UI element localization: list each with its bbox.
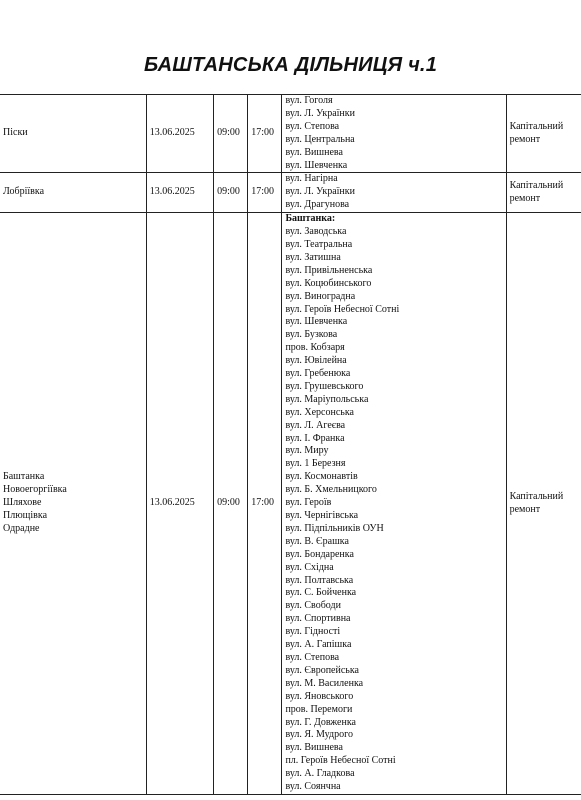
end-time-cell: 17:00	[248, 173, 282, 213]
street-name: вул. Маріупольська	[285, 393, 369, 405]
date-cell: 13.06.2025	[146, 213, 213, 795]
end-time-cell: 17:00	[248, 95, 282, 173]
street-name: вул. А. Гапішка	[285, 639, 352, 651]
street-name: пл. Героїв Небесної Сотні	[285, 755, 396, 767]
page-title: БАШТАНСЬКА ДІЛЬНИЦЯ ч.1	[143, 54, 438, 76]
location-cell	[0, 173, 146, 213]
location-cell	[0, 95, 146, 173]
street-name: вул. Чернігівська	[285, 510, 359, 521]
streets-cell	[282, 95, 506, 173]
street-name: вул. 1 Березня	[285, 458, 346, 470]
end-time-cell: 17:00	[248, 213, 282, 795]
table-row	[0, 173, 581, 213]
street-name: вул. Свободи	[285, 600, 341, 612]
location-name: Новоегоргіївка	[3, 484, 67, 496]
streets-cell	[282, 173, 506, 213]
location-name: Шляхове	[3, 497, 42, 509]
street-name: вул. Європейська	[285, 664, 359, 676]
street-name: вул. Нагірна	[285, 173, 338, 185]
date-cell: 13.06.2025	[146, 95, 213, 173]
work-type-cell: Капітальний ремонт	[506, 173, 581, 213]
street-name: вул. Л. Українки	[285, 107, 355, 119]
location-name: Одрадне	[3, 522, 40, 534]
street-name: вул. Привільненська	[285, 264, 373, 276]
street-name: вул. Героїв Небесної Сотні	[285, 303, 400, 315]
street-name: вул. Шевченка	[285, 159, 348, 171]
street-name: пров. Перемоги	[285, 703, 353, 715]
street-name: вул. Спортивна	[285, 613, 351, 625]
street-name: вул. Виноградна	[285, 290, 356, 302]
location-name: Лобріївка	[3, 186, 45, 198]
street-name: вул. Б. Хмельницкого	[285, 484, 377, 496]
street-name: вул. Героїв	[285, 497, 332, 509]
street-name: вул. Драгунова	[285, 199, 350, 211]
street-name: вул. Бузкова	[285, 329, 338, 341]
location-cell	[0, 213, 146, 795]
street-name: вул. Гідності	[285, 626, 341, 638]
street-name: вул. Соянчна	[285, 781, 341, 793]
street-name: вул. Яновського	[285, 690, 354, 702]
street-name: вул. А. Гладкова	[285, 768, 355, 780]
street-name: вул. М. Василенка	[285, 677, 364, 689]
table-row	[0, 213, 581, 795]
street-name: вул. Космонавтів	[285, 471, 358, 483]
street-name: вул. Вишнева	[285, 742, 343, 754]
street-name: вул. Грушевського	[285, 380, 364, 392]
street-name: вул. Гребенюка	[285, 368, 351, 380]
street-name: вул. Л. Агеєва	[285, 419, 346, 431]
street-name: вул. Гоголя	[285, 95, 333, 106]
street-name: вул. Полтавська	[285, 574, 354, 586]
settlement-heading: Баштанка:	[285, 213, 336, 225]
street-name: вул. Підпільників ОУН	[285, 522, 384, 534]
street-name: вул. Л. Українки	[285, 186, 355, 198]
work-type-cell: Капітальний ремонт	[506, 95, 581, 173]
street-name: вул. І. Франка	[285, 432, 345, 444]
street-name: вул. Бондаренка	[285, 548, 354, 560]
street-name: пров. Кобзаря	[285, 342, 345, 354]
street-name: вул. Я. Мудрого	[285, 729, 353, 741]
street-name: вул. Степова	[285, 651, 340, 663]
street-name: вул. Г. Довженка	[285, 716, 356, 728]
street-name: вул. Херсонська	[285, 406, 354, 418]
location-name: Плющівка	[3, 510, 48, 521]
table-row	[0, 95, 581, 173]
street-name: вул. Театральна	[285, 238, 353, 250]
table-body	[0, 95, 581, 795]
location-name: Баштанка	[3, 471, 45, 483]
street-name: вул. Вишнева	[285, 146, 343, 158]
street-name: вул. Східна	[285, 561, 334, 573]
street-name: вул. Миру	[285, 445, 329, 457]
street-name: вул. Центральна	[285, 133, 355, 145]
street-name: вул. В. Єрашка	[285, 535, 349, 547]
work-type-cell: Капітальний ремонт	[506, 213, 581, 795]
date-cell: 13.06.2025	[146, 173, 213, 213]
start-time-cell: 09:00	[214, 173, 248, 213]
street-name: вул. Затишна	[285, 251, 341, 263]
outage-schedule-table	[0, 94, 581, 795]
street-name: вул. Ювілейна	[285, 355, 347, 367]
streets-cell	[282, 213, 506, 795]
street-name: вул. Коцюбинського	[285, 277, 372, 289]
location-name: Піски	[3, 127, 28, 139]
start-time-cell: 09:00	[214, 95, 248, 173]
street-name: вул. Шевченка	[285, 316, 348, 328]
start-time-cell: 09:00	[214, 213, 248, 795]
street-name: вул. Степова	[285, 120, 340, 132]
street-name: вул. С. Бойченка	[285, 587, 357, 599]
street-name: вул. Заводська	[285, 226, 347, 238]
